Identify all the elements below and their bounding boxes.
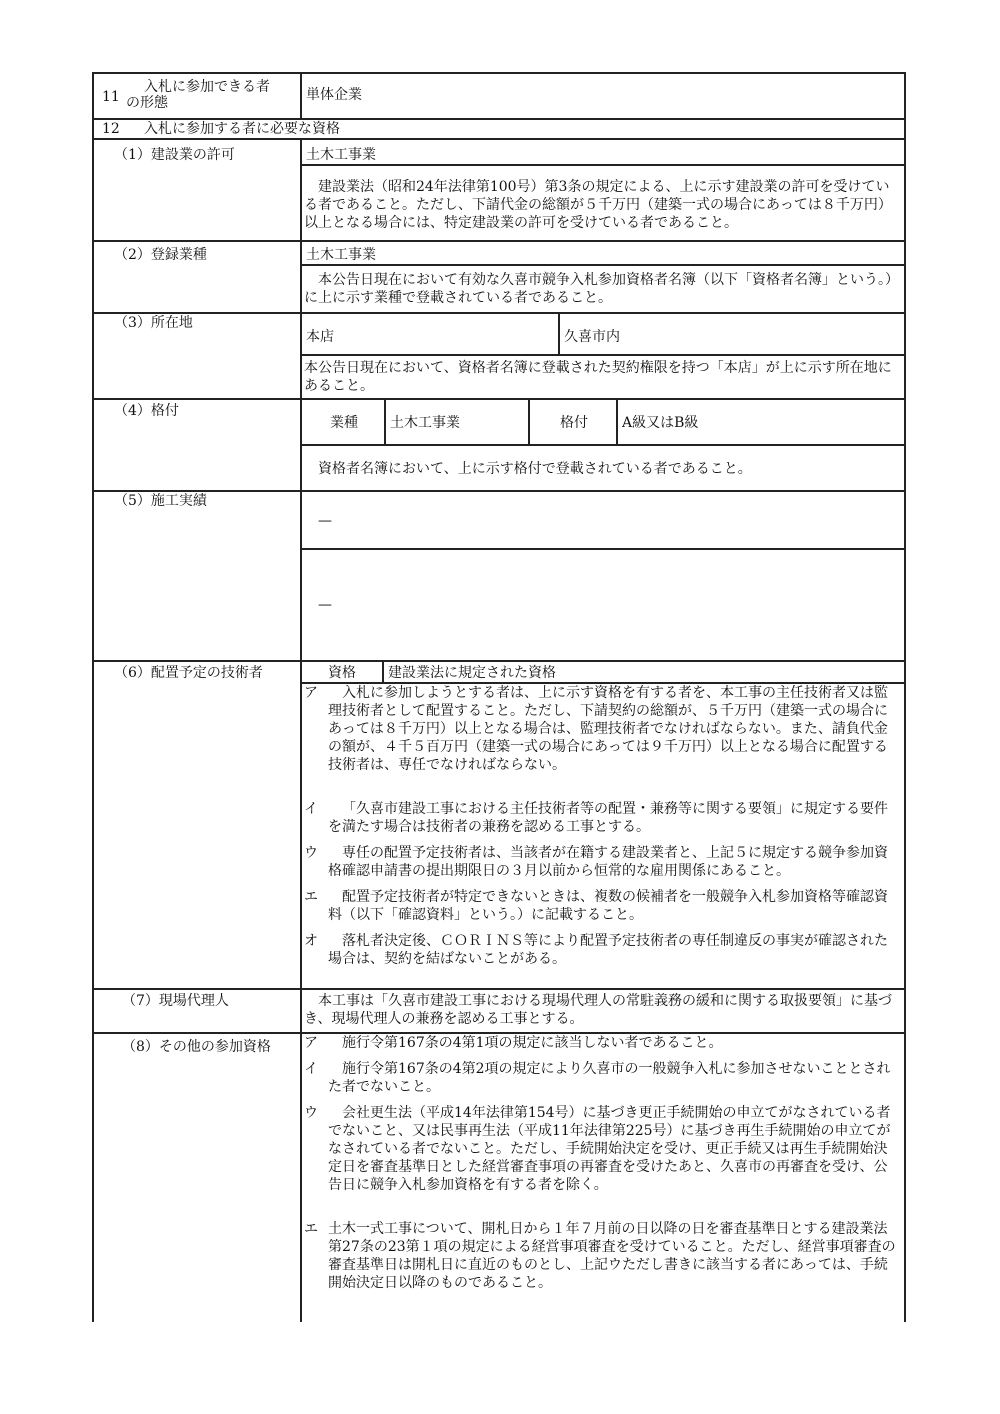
row11-number: 11 (102, 89, 120, 105)
s6-item-u-key: ウ (304, 845, 318, 861)
s8-item-e (304, 1220, 900, 1292)
s4-gyoshu-header: 業種 (330, 415, 358, 431)
s6-item-a-key: ア (304, 685, 318, 701)
s6-item-e-key: エ (304, 889, 318, 905)
row11-label-line2: の形態 (126, 95, 168, 111)
row12-label: 入札に参加する者に必要な資格 (144, 121, 340, 137)
s8-label: （8）その他の参加資格 (122, 1039, 271, 1055)
s2-label: （2）登録業種 (114, 247, 207, 263)
s8-item-e-key: エ (304, 1221, 318, 1237)
s1-description: 建設業法（昭和24年法律第100号）第3条の規定による、上に示す建設業の許可を受けている者であること。ただし、下請代金の総額が５千万円（建築一式の場合にあっては８千万円）以上となる場合には、特定建設業の許可を受けている者であること。 (304, 179, 892, 231)
s5-value-2: — (318, 597, 332, 613)
s6-item-o-text: 落札者決定後、ＣＯＲＩＮＳ等により配置予定技術者の専任制違反の事実が確認された場合は、契約を結ばないことがある。 (328, 933, 888, 967)
s3-key: 本店 (306, 329, 334, 345)
s8-item-i-text: 施行令第167条の4第2項の規定により久喜市の一般競争入札に参加させないこととされた者でないこと。 (328, 1061, 891, 1095)
s6-item-i (304, 800, 900, 836)
row12-number: 12 (102, 121, 120, 137)
s8-items (304, 1034, 900, 1292)
s3-label: （3）所在地 (114, 315, 193, 331)
s6-label: （6）配置予定の技術者 (114, 665, 263, 681)
s6-item-o (304, 932, 900, 968)
s7-description: 本工事は「久喜市建設工事における現場代理人の常駐義務の緩和に関する取扱要領」に基づき、現場代理人の兼務を認める工事とする。 (304, 993, 892, 1027)
s6-items (304, 684, 900, 968)
s6-item-a-text: 入札に参加しようとする者は、上に示す資格を有する者を、本工事の主任技術者又は監理技術者として配置すること。ただし、下請契約の総額が、５千万円（建築一式の場合にあっては８千万円）以上となる場合は、監理技術者でなければならない。また、請負代金の額が、４千５百万円（建築一式の場合にあっては９千万円）以上となる場合に配置する技術者は、専任でなければならない。 (328, 685, 888, 773)
s8-item-i-key: イ (304, 1061, 318, 1077)
s4-description: 資格者名簿において、上に示す格付で登載されている者であること。 (318, 461, 752, 477)
s8-item-u-text: 会社更生法（平成14年法律第154号）に基づき更正手続開始の申立てがなされている者でないこと、又は民事再生法（平成11年法律第225号）に基づき再生手続開始の申立てがなされている者でないこと。ただし、手続開始決定を受け、更正手続又は再生手続開始決定日を審査基準日とした経営審査事項の再審査を受けたあと、久喜市の再審査を受け、公告日に競争入札参加資格を有する者を除く。 (328, 1105, 891, 1193)
row11-value: 単体企業 (306, 87, 362, 103)
s1-label: （1）建設業の許可 (114, 147, 235, 163)
s3-value: 久喜市内 (564, 329, 620, 345)
s5-value-1: — (318, 513, 332, 529)
s4-gyoshu: 土木工事業 (390, 415, 460, 431)
s7-label: （7）現場代理人 (122, 993, 229, 1009)
s6-item-a (304, 684, 900, 774)
s2-value: 土木工事業 (306, 247, 376, 263)
s6-item-u-text: 専任の配置予定技術者は、当該者が在籍する建設業者と、上記５に規定する競争参加資格確認申請書の提出期限日の３月以前から恒常的な雇用関係にあること。 (328, 845, 888, 879)
s6-item-i-text: 「久喜市建設工事における主任技術者等の配置・兼務等に関する要領」に規定する要件を満たす場合は技術者の兼務を認める工事とする。 (328, 801, 888, 835)
qualification-table (92, 72, 906, 1322)
s6-item-u (304, 844, 900, 880)
s5-label: （5）施工実績 (114, 493, 207, 509)
row11-label-line1: 入札に参加できる者 (144, 79, 270, 95)
s4-kakuzuke-header: 格付 (560, 415, 588, 431)
s3-description: 本公告日現在において、資格者名簿に登載された契約権限を持つ「本店」が上に示す所在地にあること。 (304, 360, 892, 394)
s8-item-e-text: 土木一式工事について、開札日から１年７月前の日以降の日を審査基準日とする建設業法第27条の23第１項の規定による経営事項審査を受けていること。ただし、経営事項審査の審査基準日は開札日に直近のものとし、上記ウただし書きに該当する者にあっては、手続開始決定日以降のものであること。 (328, 1221, 896, 1291)
s8-item-a-text: 施行令第167条の4第1項の規定に該当しない者であること。 (342, 1035, 723, 1051)
s6-item-e-text: 配置予定技術者が特定できないときは、複数の候補者を一般競争入札参加資格等確認資料（以下「確認資料」という。）に記載すること。 (328, 889, 888, 923)
s6-item-o-key: オ (304, 933, 318, 949)
s6-shikaku: 建設業法に規定された資格 (388, 665, 556, 681)
s8-item-u (304, 1104, 900, 1194)
s6-item-i-key: イ (304, 801, 318, 817)
s4-label: （4）格付 (114, 403, 179, 419)
s4-kakuzuke: A級又はB級 (622, 415, 699, 431)
s8-item-a-key: ア (304, 1035, 318, 1051)
s6-item-e (304, 888, 900, 924)
s6-shikaku-header: 資格 (328, 665, 356, 681)
s8-item-i (304, 1060, 900, 1096)
s8-item-a (304, 1034, 900, 1052)
s2-description: 本公告日現在において有効な久喜市競争入札参加資格者名簿（以下「資格者名簿」という。）に上に示す業種で登載されている者であること。 (304, 272, 899, 306)
s8-item-u-key: ウ (304, 1105, 318, 1121)
s1-value: 土木工事業 (306, 147, 376, 163)
